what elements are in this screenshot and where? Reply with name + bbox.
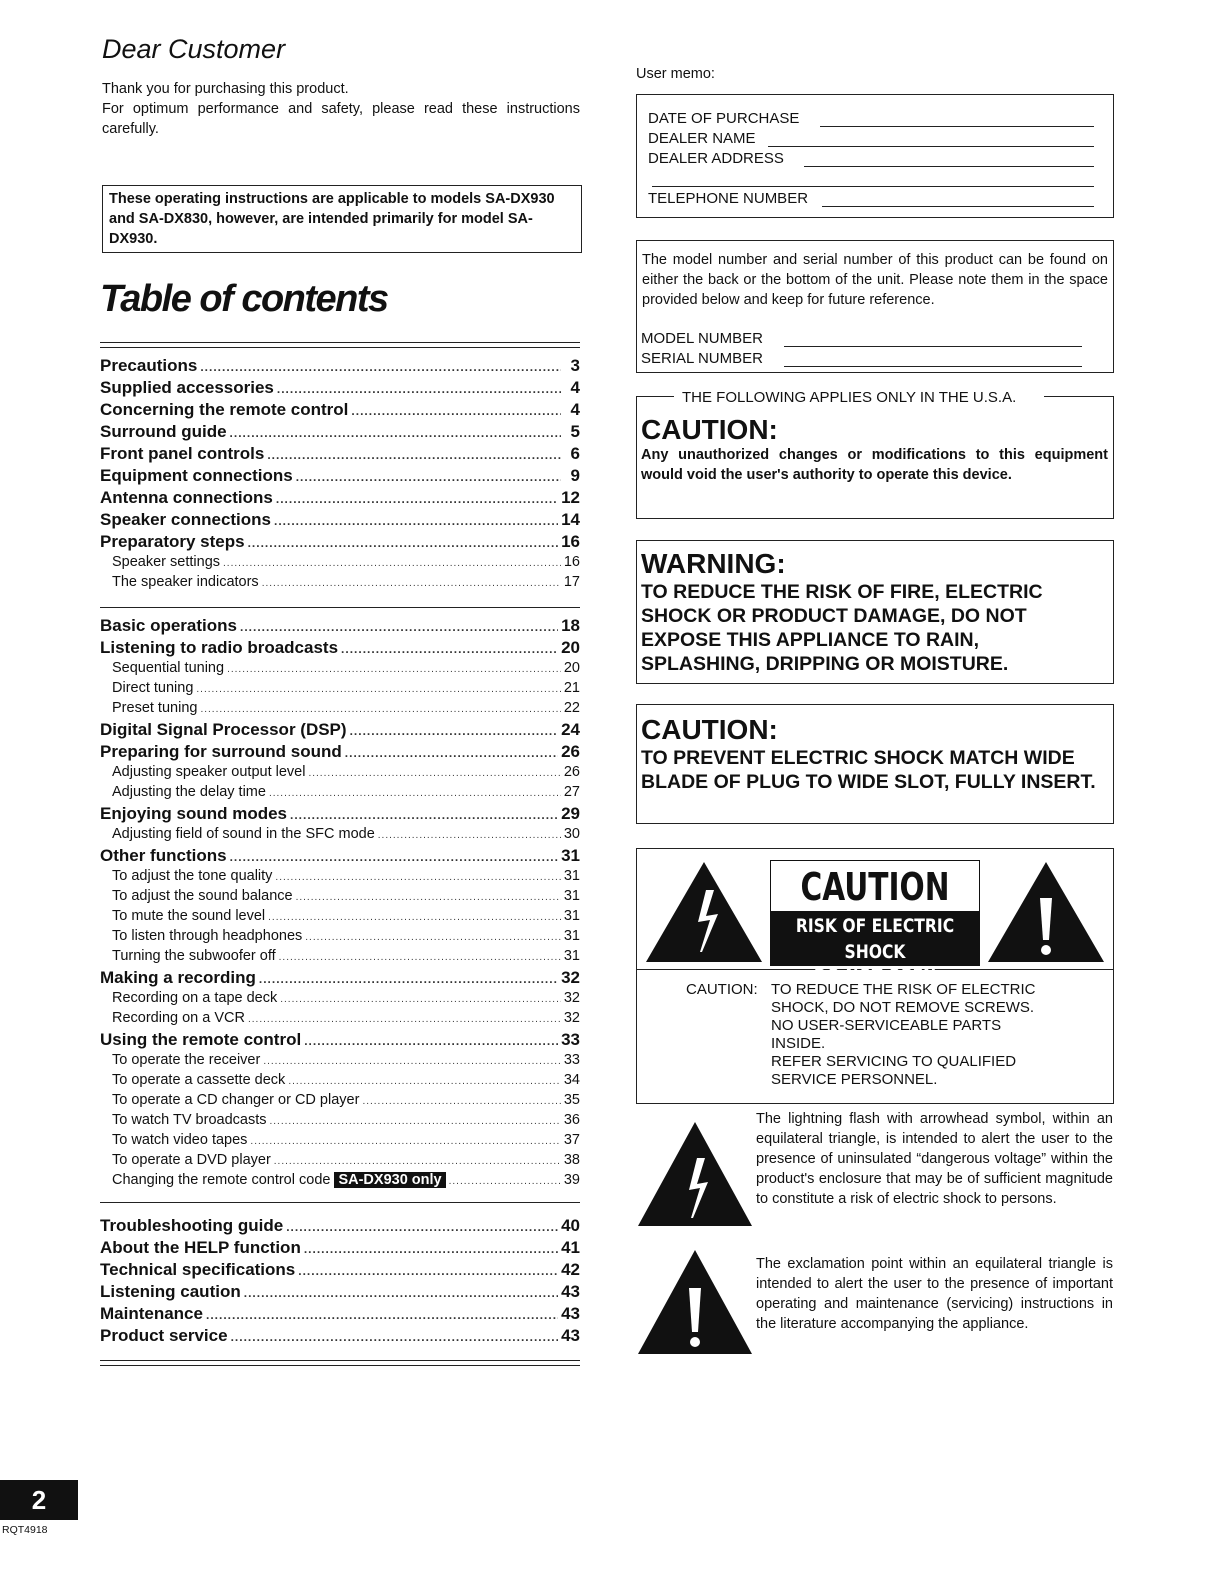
toc-dot-leader [378, 830, 561, 841]
toc-entry [100, 804, 580, 824]
caution-sign-band [771, 911, 979, 987]
toc-entry-page: 24 [561, 720, 580, 739]
toc-entry-title: To adjust the tone quality [112, 868, 273, 884]
toc-entry [100, 846, 580, 866]
model-number-line [784, 346, 1082, 347]
greeting-title: Dear Customer [102, 34, 286, 64]
shock-caption-line: TO REDUCE THE RISK OF ELECTRIC [771, 981, 1036, 998]
toc-entry-title: Listening to radio broadcasts [100, 638, 339, 657]
toc-dot-leader [304, 1242, 558, 1256]
greeting-line-2: For optimum performance and safety, please read these instructions carefully. [102, 101, 580, 137]
toc-entry-page: 37 [563, 1132, 580, 1148]
toc-entry-title: Product service [100, 1326, 228, 1345]
toc-entry [100, 1282, 580, 1302]
memo-dealer-address-line [804, 166, 1094, 167]
shock-caption [771, 981, 1036, 1089]
usa-header: THE FOLLOWING APPLIES ONLY IN THE U.S.A. [682, 389, 1017, 406]
toc-entry-title: Changing the remote control code [112, 1172, 331, 1188]
toc-dot-leader [351, 404, 561, 418]
shock-caption-line: SHOCK, DO NOT REMOVE SCREWS. [771, 999, 1035, 1016]
toc-entry-page: 20 [563, 660, 580, 676]
toc-entry-title: Sequential tuning [112, 660, 225, 676]
toc-dot-leader [196, 684, 560, 695]
toc-entry-page: 4 [570, 378, 580, 397]
toc-dot-leader [248, 1014, 561, 1025]
toc-entry-title: To operate a cassette deck [112, 1072, 286, 1088]
toc-dot-leader [269, 788, 561, 799]
toc-entry-page: 12 [561, 488, 580, 507]
toc-entry-page: 32 [561, 968, 580, 987]
toc-entry-title: Enjoying sound modes [100, 804, 288, 823]
toc-entry [100, 1260, 580, 1280]
toc-entry [100, 968, 580, 988]
lightning-explanation: The lightning flash with arrowhead symbol, within an equilateral triangle, is intended to alert the user to the presence of uninsulated “dangerous voltage” within the product's enclosure that may be of sufficient magnitude to constitute a risk of electric shock to persons. [756, 1111, 1113, 1207]
toc-dot-leader [298, 1264, 558, 1278]
toc-dot-leader [269, 1116, 560, 1127]
toc-entry-title: Listening caution [100, 1282, 241, 1301]
toc-dot-leader [449, 1176, 561, 1187]
memo-telephone-line [822, 206, 1094, 207]
toc-entry [100, 444, 580, 464]
toc-dot-leader [341, 642, 558, 656]
toc-entry-page: 26 [563, 764, 580, 780]
exclamation-point-icon [637, 1248, 753, 1356]
toc-entry-title: Front panel controls [100, 444, 265, 463]
toc-entry-title: Speaker connections [100, 510, 272, 529]
toc-entry [100, 1172, 580, 1188]
toc-entry-title: Speaker settings [112, 554, 221, 570]
model-serial-text: The model number and serial number of this product can be found on either the back or the bottom of the unit. Please note them in the space provided below and keep for future reference. [642, 252, 1108, 308]
toc-entry-title: About the HELP function [100, 1238, 301, 1257]
toc-section-rule [100, 607, 580, 608]
toc-entry [100, 1326, 580, 1346]
doc-code: RQT4918 [2, 1524, 48, 1536]
toc-entry-title: Preset tuning [112, 700, 198, 716]
toc-dot-leader [230, 850, 559, 864]
toc-entry-page: 31 [563, 948, 580, 964]
toc-dot-leader [276, 492, 558, 506]
toc-entry [100, 554, 580, 570]
shock-caption-line: REFER SERVICING TO QUALIFIED [771, 1053, 1017, 1070]
toc-entry-page: 34 [563, 1072, 580, 1088]
memo-dealer-name: DEALER NAME [648, 130, 756, 147]
shock-caption-line: SERVICE PERSONNEL. [771, 1071, 938, 1088]
toc-entry [100, 1072, 580, 1088]
toc-dot-leader [200, 360, 561, 374]
toc-entry-title: Digital Signal Processor (DSP) [100, 720, 347, 739]
memo-telephone: TELEPHONE NUMBER [648, 190, 809, 207]
toc-entry-title: Recording on a tape deck [112, 990, 278, 1006]
toc-dot-leader [223, 558, 561, 569]
toc-entry [100, 868, 580, 884]
toc-entry [100, 532, 580, 552]
toc-entry-page: 31 [563, 908, 580, 924]
toc-entry-page: 31 [563, 868, 580, 884]
lightning-triangle-icon [644, 860, 764, 964]
exclamation-triangle-icon [986, 860, 1106, 964]
plug-caution-title: CAUTION: [641, 714, 778, 745]
toc-entry [100, 616, 580, 636]
toc-entry [100, 574, 580, 590]
memo-dealer-address: DEALER ADDRESS [648, 150, 784, 167]
toc-dot-leader [250, 1136, 560, 1147]
toc-entry [100, 638, 580, 658]
caution-sign [770, 860, 980, 987]
toc-dot-leader [268, 912, 561, 923]
memo-dealer-name-line [768, 146, 1094, 147]
toc-entry-title: Other functions [100, 846, 227, 865]
usa-caution-body: Any unauthorized changes or modifications to this equipment would void the user's authority to operate this device. [641, 447, 1108, 483]
caution-sign-line-1: RISK OF ELECTRIC SHOCK [795, 915, 955, 963]
toc-dot-leader [296, 470, 561, 484]
exclamation-explanation: The exclamation point within an equilateral triangle is intended to alert the user to the presence of important operating and maintenance (servicing) instructions in the literature accompanying the appliance. [756, 1256, 1113, 1332]
toc-entry-page: 3 [570, 356, 580, 375]
toc-entry [100, 1304, 580, 1324]
toc-dot-leader [274, 1156, 561, 1167]
shock-caption-line: NO USER-SERVICEABLE PARTS [771, 1017, 1002, 1034]
toc-entry-title: Maintenance [100, 1304, 203, 1323]
applicability-note [102, 185, 582, 253]
toc-dot-leader [290, 808, 558, 822]
toc-entry [100, 888, 580, 904]
applicability-note-text: These operating instructions are applicable to models SA-DX930 and SA-DX830, however, are intended primarily for model SA-DX930. [109, 191, 555, 247]
toc-entry-title: To adjust the sound balance [112, 888, 293, 904]
toc-entry [100, 826, 580, 842]
toc-entry [100, 1132, 580, 1148]
toc-dot-leader [244, 1286, 558, 1300]
toc-entry-page: 14 [561, 510, 580, 529]
toc-dot-leader [304, 1034, 558, 1048]
toc-entry-page: 6 [570, 444, 580, 463]
toc-entry [100, 680, 580, 696]
toc-dot-leader [200, 704, 560, 715]
toc-entry-title: Troubleshooting guide [100, 1216, 284, 1235]
toc-entry [100, 378, 580, 398]
toc-entry-title: Surround guide [100, 422, 227, 441]
toc-entry-title: Making a recording [100, 968, 256, 987]
toc-entry [100, 1238, 580, 1258]
toc-dot-leader [279, 952, 561, 963]
toc-entry [100, 356, 580, 376]
toc-entry-title: To mute the sound level [112, 908, 266, 924]
usa-top-rule-right [1044, 396, 1114, 397]
toc-entry-page: 30 [563, 826, 580, 842]
toc-dot-leader [240, 620, 558, 634]
toc-entry-page: 21 [563, 680, 580, 696]
toc-dot-leader [345, 746, 558, 760]
toc-dot-leader [230, 426, 561, 440]
toc-entry-title: To operate a CD changer or CD player [112, 1092, 360, 1108]
toc-bottom-rule [100, 1360, 580, 1361]
warning-body: TO REDUCE THE RISK OF FIRE, ELECTRIC SHOCK OR PRODUCT DAMAGE, DO NOT EXPOSE THIS APPLIANCE TO RAIN, SPLASHING, DRIPPING OR MOISTURE. [641, 581, 1043, 675]
toc-dot-leader [274, 514, 558, 528]
memo-date-of-purchase: DATE OF PURCHASE [648, 110, 800, 127]
toc-dot-leader [296, 892, 561, 903]
toc-entry-page: 31 [563, 888, 580, 904]
toc-entry-title: Antenna connections [100, 488, 273, 507]
toc-dot-leader [262, 578, 561, 589]
model-badge: SA-DX930 only [334, 1172, 445, 1188]
warning-title: WARNING: [641, 548, 786, 579]
page-number: 2 [31, 1485, 47, 1515]
toc-entry [100, 422, 580, 442]
toc-entry [100, 1052, 580, 1068]
toc-entry-title: Basic operations [100, 616, 237, 635]
toc-entry-page: 43 [561, 1282, 580, 1301]
toc-dot-leader [248, 536, 559, 550]
toc-entry [100, 1216, 580, 1236]
toc-entry [100, 928, 580, 944]
toc-entry-title: Adjusting speaker output level [112, 764, 306, 780]
toc-entry-page: 40 [561, 1216, 580, 1235]
toc-top-rule-2 [100, 347, 580, 348]
toc-entry [100, 742, 580, 762]
toc-entry-title: Preparatory steps [100, 532, 245, 551]
toc-entry-page: 43 [561, 1304, 580, 1323]
toc-entry [100, 400, 580, 420]
toc-entry-title: Adjusting field of sound in the SFC mode [112, 826, 375, 842]
toc-entry-page: 9 [570, 466, 580, 485]
toc-entry-title: Supplied accessories [100, 378, 274, 397]
toc-dot-leader [231, 1330, 559, 1344]
toc-title: Table of contents [100, 278, 388, 320]
toc-entry-page: 16 [561, 532, 580, 551]
toc-entry-page: 4 [570, 400, 580, 419]
toc-entry [100, 1092, 580, 1108]
toc-entry-page: 26 [561, 742, 580, 761]
toc-entry-page: 35 [563, 1092, 580, 1108]
toc-entry [100, 700, 580, 716]
toc-section-rule [100, 1202, 580, 1203]
toc-entry [100, 466, 580, 486]
toc-entry-title: To watch TV broadcasts [112, 1112, 267, 1128]
toc-entry-page: 29 [561, 804, 580, 823]
toc-entry [100, 990, 580, 1006]
toc-entry-title: Turning the subwoofer off [112, 948, 276, 964]
memo-extra-line [652, 186, 1094, 187]
toc-entry-page: 27 [563, 784, 580, 800]
toc-entry-title: Direct tuning [112, 680, 194, 696]
toc-entry [100, 510, 580, 530]
toc-top-rule [100, 342, 580, 343]
toc-entry-page: 32 [563, 990, 580, 1006]
toc-entry-page: 31 [561, 846, 580, 865]
toc-entry-title: Concerning the remote control [100, 400, 349, 419]
greeting-line-1: Thank you for purchasing this product. [102, 81, 349, 97]
toc-entry-page: 38 [563, 1152, 580, 1168]
toc-dot-leader [362, 1096, 560, 1107]
toc-dot-leader [227, 664, 561, 675]
toc-entry-title: To watch video tapes [112, 1132, 248, 1148]
serial-number-label: SERIAL NUMBER [641, 350, 763, 367]
toc-entry-page: 5 [570, 422, 580, 441]
toc-entry [100, 1010, 580, 1026]
toc-entry-page: 18 [561, 616, 580, 635]
usa-caution-title: CAUTION: [641, 414, 778, 445]
toc-entry [100, 720, 580, 740]
toc-bottom-rule [100, 1365, 580, 1366]
toc-entry [100, 1030, 580, 1050]
caution-sign-title: CAUTION [800, 865, 950, 909]
toc-entry-page: 43 [561, 1326, 580, 1345]
toc-entry-title: To operate the receiver [112, 1052, 261, 1068]
model-number-label: MODEL NUMBER [641, 330, 763, 347]
toc-entry-title: Recording on a VCR [112, 1010, 245, 1026]
user-memo-label: User memo: [636, 66, 715, 82]
toc-dot-leader [206, 1308, 558, 1322]
toc-entry-page: 33 [563, 1052, 580, 1068]
toc-dot-leader [350, 724, 559, 738]
toc-entry [100, 948, 580, 964]
toc-dot-leader [308, 768, 560, 779]
toc-entry-page: 17 [563, 574, 580, 590]
toc-dot-leader [259, 972, 558, 986]
toc-entry-title: Adjusting the delay time [112, 784, 266, 800]
toc-entry-page: 32 [563, 1010, 580, 1026]
toc-entry-title: To listen through headphones [112, 928, 303, 944]
plug-caution-body: TO PREVENT ELECTRIC SHOCK MATCH WIDE BLADE OF PLUG TO WIDE SLOT, FULLY INSERT. [641, 747, 1096, 793]
caution-sign-line-2: DO NOT OPEN [813, 965, 937, 987]
toc-entry-title: Precautions [100, 356, 198, 375]
toc-entry-page: 41 [561, 1238, 580, 1257]
toc-entry-title: Using the remote control [100, 1030, 302, 1049]
page-number-box [0, 1480, 78, 1520]
toc-dot-leader [286, 1220, 558, 1234]
toc-dot-leader [288, 1076, 561, 1087]
toc-entry-title: To operate a DVD player [112, 1152, 271, 1168]
toc-dot-leader [305, 932, 561, 943]
toc-entry-title: The speaker indicators [112, 574, 259, 590]
usa-top-rule-left [636, 396, 674, 397]
toc-dot-leader [280, 994, 561, 1005]
toc-entry-title: Preparing for surround sound [100, 742, 342, 761]
toc-entry-page: 31 [563, 928, 580, 944]
toc-entry [100, 784, 580, 800]
toc-entry-page: 22 [563, 700, 580, 716]
toc-entry [100, 488, 580, 508]
toc-entry [100, 1112, 580, 1128]
memo-date-line [820, 126, 1094, 127]
shock-caption-line: INSIDE. [771, 1035, 826, 1052]
toc-entry [100, 1152, 580, 1168]
toc-entry-page: 39 [563, 1172, 580, 1188]
toc-entry-page: 33 [561, 1030, 580, 1049]
toc-entry-page: 42 [561, 1260, 580, 1279]
toc-dot-leader [277, 382, 561, 396]
toc-entry-page: 16 [563, 554, 580, 570]
toc-entry [100, 764, 580, 780]
toc-entry-title: Technical specifications [100, 1260, 296, 1279]
toc-entry [100, 660, 580, 676]
toc-entry [100, 908, 580, 924]
serial-number-line [784, 366, 1082, 367]
lightning-flash-icon [637, 1120, 753, 1228]
toc-dot-leader [275, 872, 560, 883]
shock-caption-label: CAUTION: [686, 981, 758, 998]
toc-entry-page: 20 [561, 638, 580, 657]
toc-entry-page: 36 [563, 1112, 580, 1128]
toc-dot-leader [263, 1056, 561, 1067]
toc-dot-leader [267, 448, 561, 462]
toc-entry-title: Equipment connections [100, 466, 293, 485]
